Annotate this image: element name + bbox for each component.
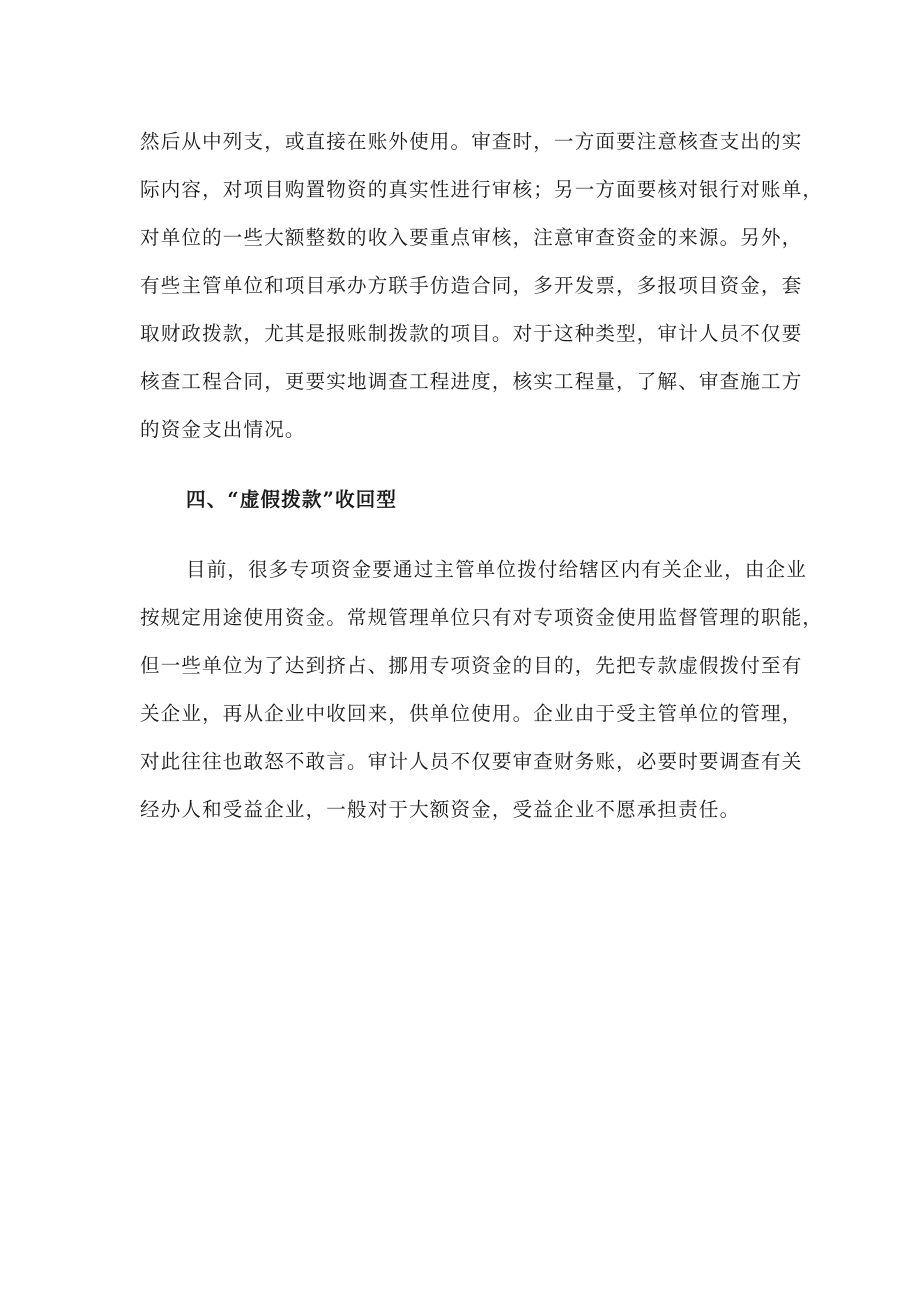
paragraph-1-line-3: 对单位的一些大额整数的收入要重点审核，注意审查资金的来源。另外， [140, 226, 803, 249]
paragraph-1-line-2: 际内容，对项目购置物资的真实性进行审核；另一方面要核对银行对账单， [140, 178, 824, 201]
section-4-line-5: 对此往往也敢怒不敢言。审计人员不仅要审查财务账，必要时要调查有关 [140, 750, 803, 773]
paragraph-1-line-4: 有些主管单位和项目承办方联手仿造合同，多开发票，多报项目资金，套 [140, 274, 803, 297]
section-4-line-4: 关企业，再从企业中收回来，供单位使用。企业由于受主管单位的管理， [140, 702, 803, 725]
section-4-line-1: 目前，很多专项资金要通过主管单位拨付给辖区内有关企业，由企业 [186, 558, 808, 581]
section-4-line-6: 经办人和受益企业，一般对于大额资金，受益企业不愿承担责任。 [140, 798, 741, 821]
paragraph-1-line-1: 然后从中列支，或直接在账外使用。审查时，一方面要注意核查支出的实 [140, 130, 803, 153]
section-4-line-3: 但一些单位为了达到挤占、挪用专项资金的目的，先把专款虚假拨付至有 [140, 654, 803, 677]
paragraph-1-line-5: 取财政拨款，尤其是报账制拨款的项目。对于这种类型，审计人员不仅要 [140, 322, 803, 345]
section-4-heading: 四、“虚假拨款”收回型 [186, 488, 398, 511]
paragraph-1-line-7: 的资金支出情况。 [140, 418, 306, 441]
section-4-line-2: 按规定用途使用资金。常规管理单位只有对专项资金使用监督管理的职能， [140, 606, 824, 629]
paragraph-1-line-6: 核查工程合同，更要实地调查工程进度，核实工程量，了解、审查施工方 [140, 370, 803, 393]
